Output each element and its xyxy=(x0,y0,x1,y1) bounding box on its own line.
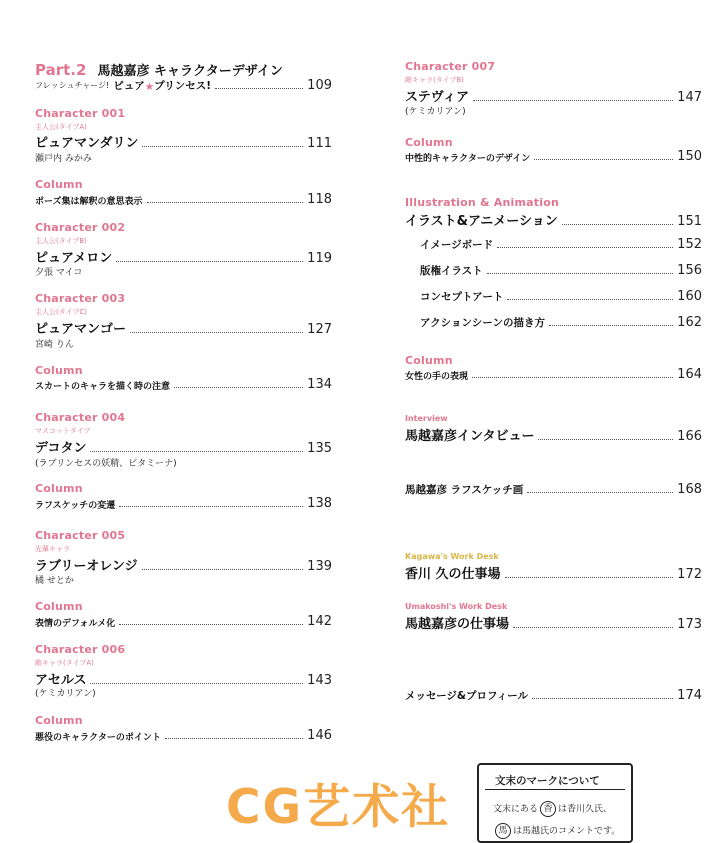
legend-divider xyxy=(485,789,625,790)
leader-dots xyxy=(497,246,673,248)
legend-text: は香川久氏、 xyxy=(558,804,613,815)
toc-entry-col2[interactable] xyxy=(35,377,332,392)
toc-entry-col7[interactable] xyxy=(405,367,702,382)
mark-legend-box xyxy=(477,763,633,843)
page-number: 127 xyxy=(307,322,332,337)
toc-entry-col6[interactable] xyxy=(405,149,702,164)
entry-note: 夕張 マイコ xyxy=(35,268,83,278)
entry-title: アクションシーンの描き方 xyxy=(420,317,546,329)
entry-title: ピュアマンダリン xyxy=(35,136,139,151)
page-number: 164 xyxy=(677,367,702,382)
leader-dots xyxy=(142,568,304,570)
leader-dots xyxy=(549,324,673,326)
entry-note: (ラブリンセスの妖精、ビタミーナ) xyxy=(35,459,177,469)
section-head: Column xyxy=(35,714,83,727)
part-header xyxy=(35,60,283,79)
toc-subentry[interactable] xyxy=(420,289,702,304)
page-number: 134 xyxy=(307,377,332,392)
section-head: Character 004 xyxy=(35,411,126,424)
page-number: 156 xyxy=(677,263,702,278)
leader-dots xyxy=(473,99,673,101)
leader-dots xyxy=(487,272,673,274)
intro-title-post: プリンセス! xyxy=(154,80,212,92)
entry-title: ステヴィア xyxy=(405,90,469,105)
entry-title: 馬越嘉彦の仕事場 xyxy=(405,617,510,632)
part-label: Part.2 xyxy=(35,61,87,79)
legend-text: 文末にある xyxy=(493,804,539,815)
toc-subentry[interactable] xyxy=(420,237,702,252)
section-head: Column xyxy=(35,600,83,613)
leader-dots xyxy=(507,298,673,300)
section-head: Character 007 xyxy=(405,60,496,73)
toc-entry-umakoshi[interactable] xyxy=(405,613,702,632)
page-number: 119 xyxy=(307,251,332,266)
toc-entry-c004[interactable] xyxy=(35,437,332,456)
page-number: 151 xyxy=(677,214,702,229)
leader-dots xyxy=(165,737,303,739)
toc-entry-kagawa[interactable] xyxy=(405,563,702,582)
page-number: 142 xyxy=(307,614,332,629)
entry-note: 瀬戸内 みかみ xyxy=(35,154,92,164)
section-head: Kagawa's Work Desk xyxy=(405,552,499,561)
toc-entry-c003[interactable] xyxy=(35,318,332,337)
toc-entry-sketch[interactable] xyxy=(405,482,702,497)
leader-dots xyxy=(90,682,303,684)
entry-title: 悪役のキャラクターのポイント xyxy=(35,733,161,743)
toc-entry-illustration[interactable] xyxy=(405,210,702,229)
toc-entry-c007[interactable] xyxy=(405,86,702,105)
section-sub: 主人公(タイプB) xyxy=(35,237,87,245)
section-head: Character 002 xyxy=(35,221,126,234)
entry-title: メッセージ&プロフィール xyxy=(405,690,528,702)
section-sub: 主人公(タイプA) xyxy=(35,123,87,131)
entry-title: アセルス xyxy=(35,673,87,688)
entry-title: 中性的キャラクターのデザイン xyxy=(405,154,531,164)
entry-note: 橘 せとか xyxy=(35,576,74,586)
section-sub: 主人公(タイプC) xyxy=(35,308,87,316)
leader-dots xyxy=(147,201,304,203)
entry-note: (ケミカリアン) xyxy=(35,689,96,699)
entry-title: 表情のデフォルメ化 xyxy=(35,619,116,629)
section-head: Character 001 xyxy=(35,107,126,120)
entry-note: (ケミカリアン) xyxy=(405,107,466,117)
legend-title: 文末のマークについて xyxy=(495,775,600,787)
toc-subentry[interactable] xyxy=(420,263,702,278)
page-number: 143 xyxy=(307,673,332,688)
section-head: Column xyxy=(35,364,83,377)
leader-dots xyxy=(472,376,673,378)
leader-dots xyxy=(119,505,303,507)
toc-entry-c001[interactable] xyxy=(35,132,332,151)
page-number: 111 xyxy=(307,136,332,151)
page-number: 166 xyxy=(677,429,702,444)
entry-title: ラブリーオレンジ xyxy=(35,559,138,574)
entry-title: 版権イラスト xyxy=(420,265,483,277)
section-head: Character 003 xyxy=(35,292,126,305)
leader-dots xyxy=(142,145,303,147)
page-number: 173 xyxy=(677,617,702,632)
page-number: 146 xyxy=(307,728,332,743)
leader-dots xyxy=(532,697,673,699)
toc-entry-intro[interactable] xyxy=(35,78,332,93)
entry-title: ポーズ集は解釈の意思表示 xyxy=(35,197,143,207)
part-title: 馬越嘉彦 キャラクターデザイン xyxy=(97,64,283,79)
leader-dots xyxy=(513,626,673,628)
kagawa-mark-icon: 香 xyxy=(540,801,556,817)
section-head: Column xyxy=(405,354,453,367)
legend-text: は馬越氏のコメントです。 xyxy=(513,826,621,837)
leader-dots xyxy=(527,491,673,493)
section-head: Character 005 xyxy=(35,529,126,542)
leader-dots xyxy=(538,438,673,440)
page-number: 150 xyxy=(677,149,702,164)
toc-entry-profile[interactable] xyxy=(405,688,702,703)
intro-title-pre: ピュア xyxy=(113,80,145,92)
section-head: Column xyxy=(35,482,83,495)
entry-title: ラフスケッチの変遷 xyxy=(35,501,116,511)
intro-kicker: フレッシュチャージ! xyxy=(35,81,110,90)
entry-title: イメージボード xyxy=(420,239,494,251)
toc-entry-c002[interactable] xyxy=(35,247,332,266)
page-number: 139 xyxy=(307,559,332,574)
leader-dots xyxy=(562,223,673,225)
section-head: Interview xyxy=(405,414,448,423)
page-number: 172 xyxy=(677,567,702,582)
page-number: 109 xyxy=(307,78,332,93)
page-number: 118 xyxy=(307,192,332,207)
legend-line-1 xyxy=(493,801,612,817)
section-sub: 敵キャラ(タイプA) xyxy=(35,659,94,667)
star-icon: ★ xyxy=(144,81,155,93)
page-number: 174 xyxy=(677,688,702,703)
section-sub: 敵キャラ(タイプB) xyxy=(405,76,464,84)
page-number: 138 xyxy=(307,496,332,511)
entry-title: ピュアマンゴー xyxy=(35,322,127,337)
legend-line-2 xyxy=(493,823,620,839)
toc-entry-interview[interactable] xyxy=(405,425,702,444)
entry-title: 馬越嘉彦インタビュー xyxy=(405,429,535,444)
section-head: Character 006 xyxy=(35,643,126,656)
page-number: 160 xyxy=(677,289,702,304)
section-sub: 先輩キャラ xyxy=(35,545,70,553)
leader-dots xyxy=(90,450,303,452)
page-number: 147 xyxy=(677,90,702,105)
toc-entry-col5[interactable] xyxy=(35,728,332,743)
entry-title: 馬越嘉彦 ラフスケッチ画 xyxy=(405,484,524,496)
toc-entry-col1[interactable] xyxy=(35,192,332,207)
toc-entry-col3[interactable] xyxy=(35,496,332,511)
entry-title: デコタン xyxy=(35,441,87,456)
entry-title: イラスト&アニメーション xyxy=(405,214,558,229)
leader-dots xyxy=(534,158,673,160)
umakoshi-mark-icon: 馬 xyxy=(495,823,511,839)
section-head: Column xyxy=(405,136,453,149)
section-head: Illustration & Animation xyxy=(405,196,560,209)
entry-title: コンセプトアート xyxy=(420,291,504,303)
section-head: Column xyxy=(35,178,83,191)
leader-dots xyxy=(215,87,303,89)
toc-subentry[interactable] xyxy=(420,315,702,330)
leader-dots xyxy=(174,386,303,388)
page-number: 162 xyxy=(677,315,702,330)
leader-dots xyxy=(130,331,303,333)
toc-entry-col4[interactable] xyxy=(35,614,332,629)
entry-title: 香川 久の仕事場 xyxy=(405,567,501,582)
section-head: Umakoshi's Work Desk xyxy=(405,602,508,611)
page-number: 135 xyxy=(307,441,332,456)
page-number: 168 xyxy=(677,482,702,497)
entry-title: スカートのキャラを描く時の注意 xyxy=(35,382,171,392)
leader-dots xyxy=(119,623,303,625)
section-sub: マスコットタイプ xyxy=(35,427,91,435)
entry-title: ピュアメロン xyxy=(35,251,113,266)
leader-dots xyxy=(116,260,303,262)
entry-title: 女性の手の表現 xyxy=(405,372,469,382)
leader-dots xyxy=(505,576,674,578)
page-number: 152 xyxy=(677,237,702,252)
watermark-logo: CG艺术社 xyxy=(226,780,451,835)
entry-note: 宮崎 りん xyxy=(35,340,74,350)
toc-entry-c005[interactable] xyxy=(35,555,332,574)
